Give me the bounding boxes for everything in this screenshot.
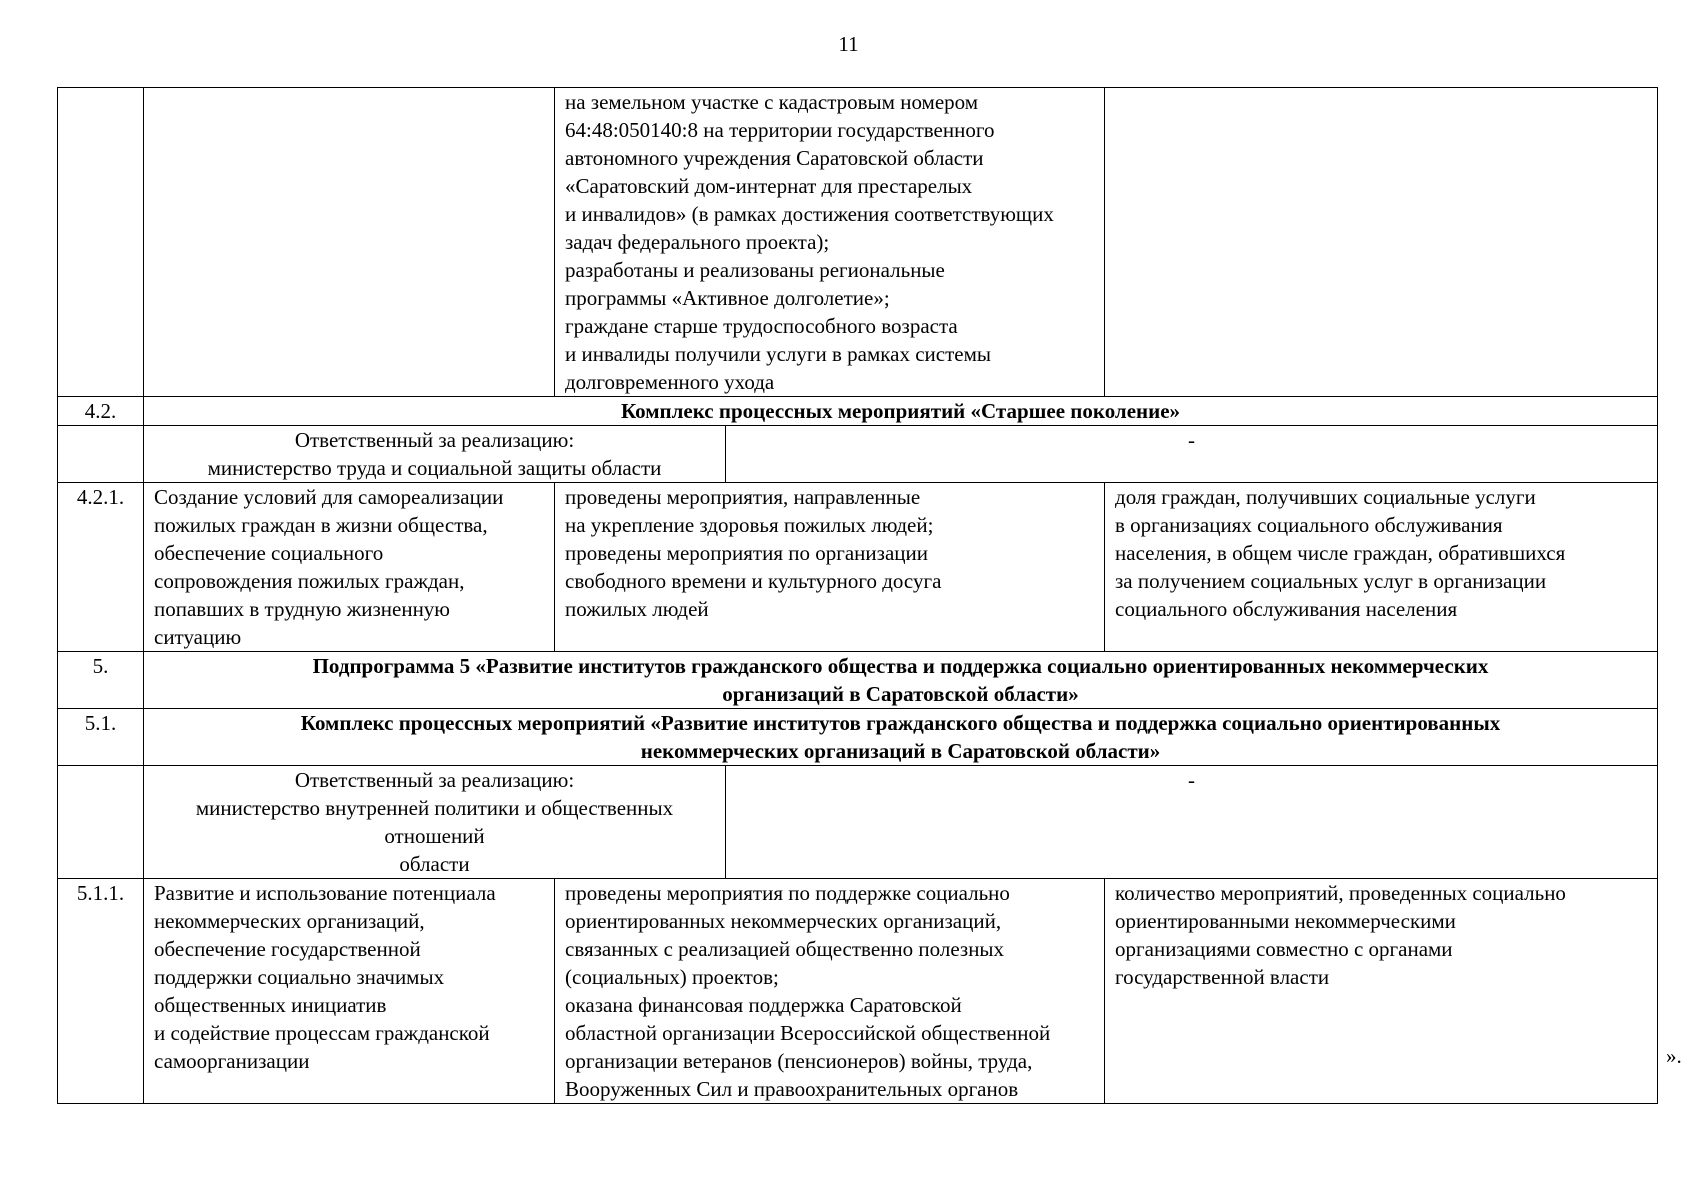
indicator-cell	[1105, 88, 1658, 397]
table-row	[58, 88, 1658, 397]
row-number	[58, 88, 144, 397]
section-heading: Комплекс процессных мероприятий «Старшее поколение»	[144, 397, 1658, 426]
dash-cell: -	[726, 426, 1658, 483]
table-row	[58, 709, 1658, 766]
responsible-cell: Ответственный за реализацию: министерство труда и социальной защиты области	[144, 426, 726, 483]
table-row	[58, 652, 1658, 709]
indicator-cell: доля граждан, получивших социальные услуги в организациях социального обслуживания населения, в общем числе граждан, обратившихся за получением социальных услуг в организации социального обслуживания населения	[1105, 483, 1658, 652]
table-row	[58, 426, 1658, 483]
row-number: 5.1.	[58, 709, 144, 766]
section-heading: Комплекс процессных мероприятий «Развитие институтов гражданского общества и поддержка социально ориентированных некоммерческих организаций в Саратовской области»	[144, 709, 1658, 766]
row-number: 4.2.1.	[58, 483, 144, 652]
task-cell: Создание условий для самореализации пожилых граждан в жизни общества, обеспечение социального сопровождения пожилых граждан, попавших в трудную жизненную ситуацию	[144, 483, 555, 652]
table-row	[58, 483, 1658, 652]
row-number: 4.2.	[58, 397, 144, 426]
result-cell: на земельном участке с кадастровым номером 64:48:050140:8 на территории государственного автономного учреждения Саратовской области «Саратовский дом-интернат для престарелых и инвалидов» (в рамках достижения соответствующих задач федерального проекта); разработаны и реализованы региональные программы «Активное долголетие»; граждане старше трудоспособного возраста и инвалиды получили услуги в рамках системы долговременного ухода	[555, 88, 1105, 397]
task-cell: Развитие и использование потенциала некоммерческих организаций, обеспечение государственной поддержки социально значимых общественных инициатив и содействие процессам гражданской самоорганизации	[144, 879, 555, 1104]
row-number: 5.1.1.	[58, 879, 144, 1104]
responsible-cell: Ответственный за реализацию: министерство внутренней политики и общественных отношений области	[144, 766, 726, 879]
table-row	[58, 397, 1658, 426]
result-cell: проведены мероприятия, направленные на укрепление здоровья пожилых людей; проведены мероприятия по организации свободного времени и культурного досуга пожилых людей	[555, 483, 1105, 652]
row-number: 5.	[58, 652, 144, 709]
task-cell	[144, 88, 555, 397]
indicator-cell: количество мероприятий, проведенных социально ориентированными некоммерческими организациями совместно с органами государственной власти	[1105, 879, 1658, 1104]
result-cell: проведены мероприятия по поддержке социально ориентированных некоммерческих организаций, связанных с реализацией общественно полезных (социальных) проектов; оказана финансовая поддержка Саратовской областной организации Всероссийской общественной организации ветеранов (пенсионеров) войны, труда, Вооруженных Сил и правоохранительных органов	[555, 879, 1105, 1104]
subprogram-heading: Подпрограмма 5 «Развитие институтов гражданского общества и поддержка социально ориентированных некоммерческих организаций в Саратовской области»	[144, 652, 1658, 709]
dash-cell: -	[726, 766, 1658, 879]
table-row	[58, 766, 1658, 879]
page-number: 11	[838, 32, 859, 56]
table-row	[58, 879, 1658, 1104]
closing-quote-mark: ».	[1666, 1044, 1682, 1068]
measures-table	[57, 87, 1658, 1104]
